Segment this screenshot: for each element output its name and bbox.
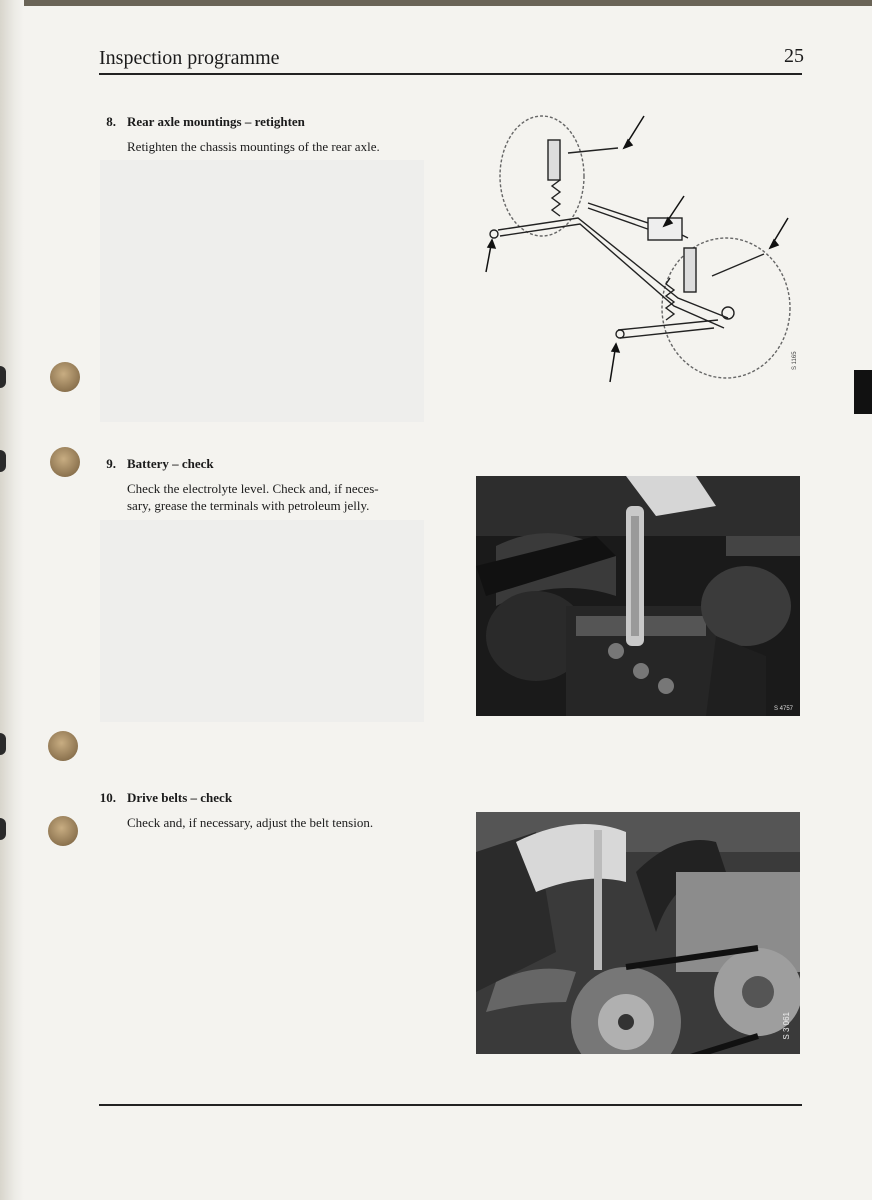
figure-id: S 4757	[774, 706, 794, 712]
page-number: 25	[784, 45, 804, 67]
step-number: 9.	[106, 456, 116, 471]
step-text: Check and, if necessary, adjust the belt tension.	[127, 815, 374, 830]
binding-edge	[0, 0, 24, 1200]
step-title: Drive belts – check	[127, 790, 233, 805]
header-rule	[99, 73, 802, 75]
step-title: Rear axle mountings – retighten	[127, 114, 305, 129]
battery-photo	[476, 476, 800, 716]
bleed-through-block	[100, 160, 424, 422]
step-text-line: sary, grease the terminals with petroleum jelly.	[127, 498, 370, 513]
step-number: 10.	[99, 790, 116, 805]
punch-hole-icon	[50, 362, 80, 392]
step-number: 8.	[106, 114, 116, 129]
figure-id: S 3 061	[782, 1012, 791, 1040]
page-title: Inspection programme	[99, 47, 280, 69]
hole-edge	[0, 450, 6, 472]
figure-id: S 1165	[792, 351, 798, 370]
arrow-icon	[486, 116, 788, 382]
section-tab-icon	[854, 370, 872, 414]
punch-hole-icon	[48, 731, 78, 761]
punch-hole-icon	[48, 816, 78, 846]
step-text: Retighten the chassis mountings of the rear axle.	[127, 139, 380, 154]
step-title: Battery – check	[127, 456, 214, 471]
drive-belt-photo	[476, 812, 800, 1054]
footer-rule	[99, 1104, 802, 1106]
page-top-edge	[0, 0, 872, 6]
hole-edge	[0, 733, 6, 755]
hole-edge	[0, 818, 6, 840]
rear-axle-diagram	[478, 108, 818, 388]
hole-edge	[0, 366, 6, 388]
step-text	[127, 480, 427, 514]
punch-hole-icon	[50, 447, 80, 477]
step-text-line: Check the electrolyte level. Check and, if neces-	[127, 481, 379, 496]
bleed-through-block	[100, 520, 424, 722]
